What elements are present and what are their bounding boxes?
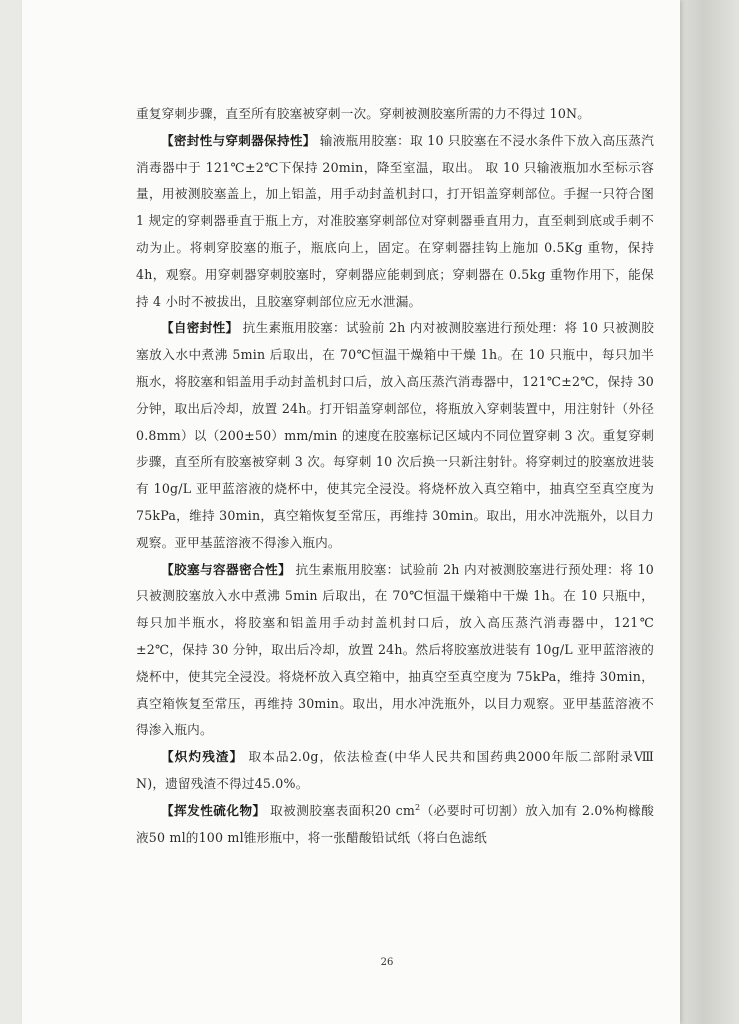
superscript-2: 2 xyxy=(415,802,421,812)
page-edge-shadow xyxy=(680,0,739,1024)
paragraph-1 xyxy=(136,101,654,128)
heading-volatile-sulfide: 【挥发性硫化物】 xyxy=(161,802,266,818)
heading-self-sealing: 【自密封性】 xyxy=(161,320,239,336)
heading-sealing-piercer: 【密封性与穿刺器保持性】 xyxy=(161,132,316,148)
paragraph-sealing-piercer xyxy=(136,128,654,316)
paragraph-1-text: 重复穿刺步骤，直至所有胶塞被穿刺一次。穿刺被测胶塞所需的力不得过 10N。 xyxy=(136,106,591,121)
heading-ignition-residue: 【炽灼残渣】 xyxy=(161,749,244,765)
paragraph-volatile-sulfide xyxy=(136,798,654,852)
heading-stopper-fit: 【胶塞与容器密合性】 xyxy=(161,561,292,577)
paragraph-volatile-sulfide-text-pre: 取被测胶塞表面积20 cm xyxy=(265,802,416,818)
paragraph-sealing-piercer-text: 输液瓶用胶塞：取 10 只胶塞在不浸水条件下放入高压蒸汽消毒器中于 121℃±2℃下保持 20min，降至室温，取出。 取 10 只输液瓶加水至标示容量，用被测胶塞盖上，加上铝盖，用手动封盖机封口，打开铝盖穿刺部位。手握一只符合图 1 规定的穿刺器垂直于瓶上方，对准胶塞穿刺部位对穿刺器垂直用力，直至刺到底或手刺不动为止。将刺穿胶塞的瓶子，瓶底向上，固定。在穿刺器挂钩上施加 0.5Kg 重物，保持 4h，观察。用穿刺器穿刺胶塞时，穿刺器应能刺到底；穿刺器在 0.5kg 重物作用下，能保持 4 小时不被拔出，且胶塞穿刺部位应无水泄漏。 xyxy=(136,132,654,309)
paragraph-stopper-fit xyxy=(136,557,654,745)
paragraph-self-sealing xyxy=(136,315,654,556)
paragraph-self-sealing-text: 抗生素瓶用胶塞：试验前 2h 内对被测胶塞进行预处理：将 10 只被测胶塞放入水中煮沸 5min 后取出，在 70℃恒温干燥箱中干燥 1h。在 10 只瓶中，每只加半瓶水，将胶塞和铝盖用手动封盖机封口后，放入高压蒸汽消毒器中，121℃±2℃，保持 30 分钟，取出后冷却，放置 24h。打开铝盖穿刺部位，将瓶放入穿刺装置中，用注射针（外径 0.8mm）以（200±50）mm/min 的速度在胶塞标记区域内不同位置穿刺 3 次。重复穿刺步骤，直至所有胶塞被穿刺 3 次。每穿刺 10 次后换一只新注射针。将穿刺过的胶塞放进装有 10g/L 亚甲蓝溶液的烧杯中，使其完全浸没。将烧杯放入真空箱中，抽真空至真空度为 75kPa，维持 30min，真空箱恢复至常压，再维持 30min。取出，用水冲洗瓶外，以目力观察。亚甲基蓝溶液不得渗入瓶内。 xyxy=(136,320,654,550)
paragraph-ignition-residue-text: 取本品2.0g，依法检查(中华人民共和国药典2000年版二部附录Ⅷ N)，遗留残渣不得过45.0%。 xyxy=(136,749,655,791)
document-body xyxy=(136,101,654,851)
paragraph-ignition-residue xyxy=(136,744,654,798)
paragraph-stopper-fit-text: 抗生素瓶用胶塞：试验前 2h 内对被测胶塞进行预处理：将 10 只被测胶塞放入水中煮沸 5min 后取出，在 70℃恒温干燥箱中干燥 1h。在 10 只瓶中，每只加半瓶水，将胶塞和铝盖用手动封盖机封口后，放入高压蒸汽消毒器中，121℃±2℃，保持 30 分钟，取出后冷却，放置 24h。然后将胶塞放进装有 10g/L 亚甲蓝溶液的烧杯中，使其完全浸没。将烧杯放入真空箱中，抽真空至真空度为 75kPa，维持 30min，真空箱恢复至常压，再维持 30min。取出，用水冲洗瓶外，以目力观察。亚甲基蓝溶液不得渗入瓶内。 xyxy=(136,561,654,738)
page-number: 26 xyxy=(380,957,394,968)
document-page xyxy=(22,0,680,1024)
paragraph-volatile-sulfide-text-post: （必要时可切割）放入加有 2.0%枸橼酸液50 ml的100 ml锥形瓶中，将一张醋酸铅试纸（将白色滤纸 xyxy=(136,802,655,845)
